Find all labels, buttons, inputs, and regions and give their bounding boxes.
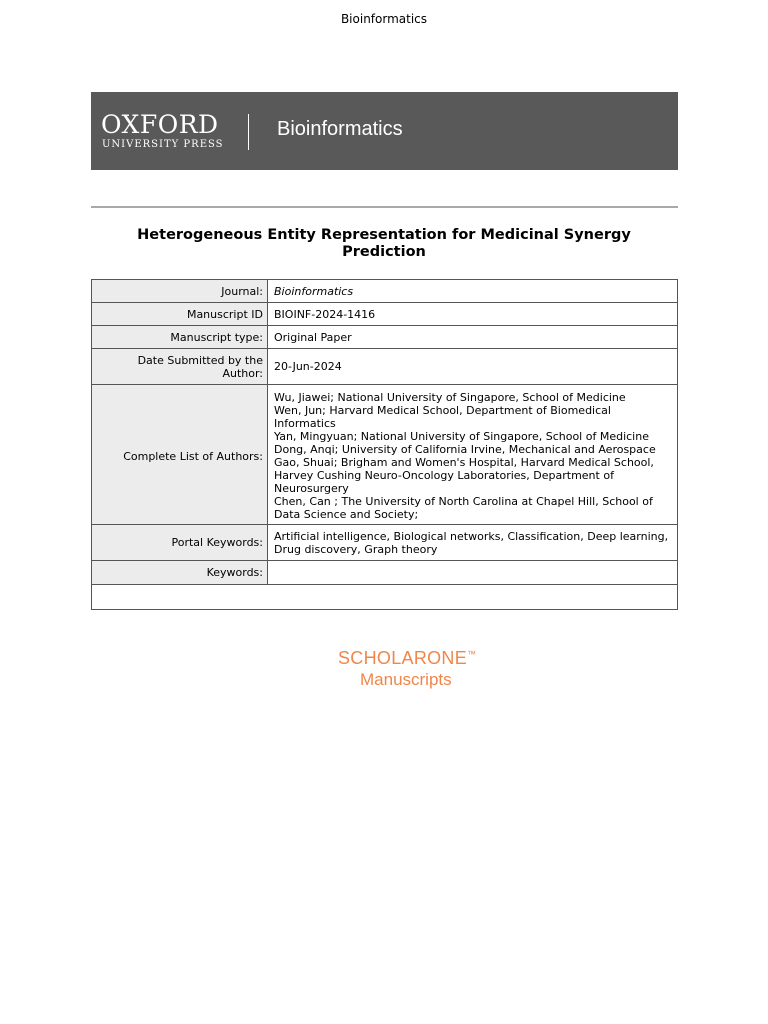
journal-banner [91, 92, 678, 170]
manuscript-details-table [91, 279, 678, 610]
title-rule [91, 206, 678, 208]
author-entry: Chen, Can ; The University of North Carolina at Chapel Hill, School of Data Science and Society; [274, 495, 653, 521]
oxford-logo-wordmark: OXFORD [101, 110, 219, 139]
scholarone-logo [338, 648, 476, 690]
table-row [92, 349, 678, 385]
table-row [92, 385, 678, 525]
portal-keywords-value: Artificial intelligence, Biological networks, Classification, Deep learning, Drug discovery, Graph theory [268, 525, 678, 561]
running-head: Bioinformatics [340, 12, 428, 26]
author-entry: Dong, Anqi; University of California Irvine, Mechanical and Aerospace [274, 443, 656, 456]
keywords-value [268, 561, 678, 585]
table-row [92, 280, 678, 303]
portal-keywords-label: Portal Keywords: [92, 525, 268, 561]
scholarone-logo-subtext: Manuscripts [360, 670, 452, 689]
scholarone-logo-text: SCHOLARONE [338, 648, 468, 668]
table-row [92, 326, 678, 349]
date-submitted-label: Date Submitted by the Author: [92, 349, 268, 385]
table-row [92, 525, 678, 561]
table-row [92, 561, 678, 585]
paper-title: Heterogeneous Entity Representation for Medicinal Synergy Prediction [137, 227, 631, 260]
empty-cell [92, 585, 678, 610]
keywords-label: Keywords: [92, 561, 268, 585]
author-entry: Yan, Mingyuan; National University of Singapore, School of Medicine [274, 430, 649, 443]
table-row-empty [92, 585, 678, 610]
journal-value: Bioinformatics [268, 280, 678, 303]
authors-list [268, 385, 678, 525]
manuscript-id-value: BIOINF-2024-1416 [268, 303, 678, 326]
author-entry: Wu, Jiawei; National University of Singapore, School of Medicine [274, 391, 626, 404]
manuscript-type-value: Original Paper [268, 326, 678, 349]
manuscript-id-label: Manuscript ID [92, 303, 268, 326]
banner-journal-name: Bioinformatics [277, 118, 403, 140]
table-row [92, 303, 678, 326]
trademark-symbol: ™ [467, 649, 477, 659]
date-submitted-value: 20-Jun-2024 [268, 349, 678, 385]
banner-divider [248, 114, 249, 150]
author-entry: Wen, Jun; Harvard Medical School, Department of Biomedical Informatics [274, 404, 611, 430]
journal-label: Journal: [92, 280, 268, 303]
manuscript-type-label: Manuscript type: [92, 326, 268, 349]
authors-label: Complete List of Authors: [92, 385, 268, 525]
oxford-logo-subtitle: UNIVERSITY PRESS [102, 139, 224, 150]
author-entry: Gao, Shuai; Brigham and Women's Hospital, Harvard Medical School, Harvey Cushing Neuro-Oncology Laboratories, Department of Neurosurgery [274, 456, 654, 495]
